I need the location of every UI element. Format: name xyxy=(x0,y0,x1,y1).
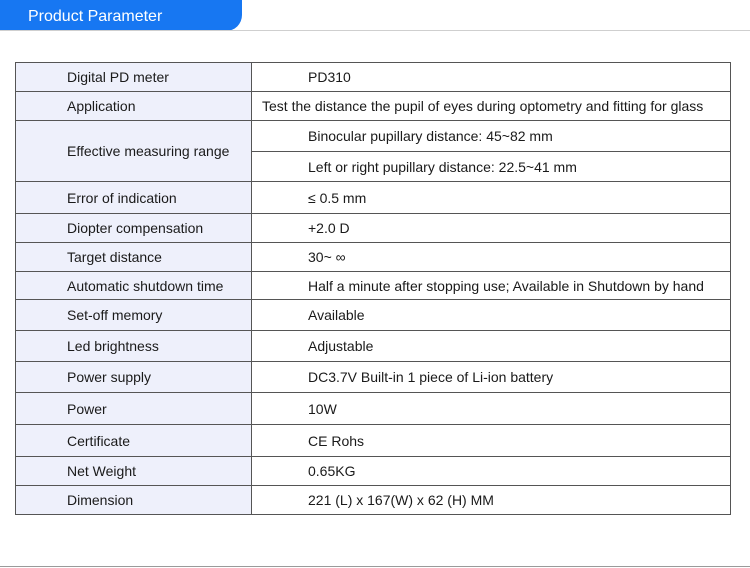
row-value: Binocular pupillary distance: 45~82 mm xyxy=(252,121,731,152)
row-label: Effective measuring range xyxy=(16,121,252,182)
row-value: DC3.7V Built-in 1 piece of Li-ion battery xyxy=(252,362,731,393)
row-value: Adjustable xyxy=(252,331,731,362)
row-label: Set-off memory xyxy=(16,300,252,331)
table-row xyxy=(16,331,731,362)
row-label: Target distance xyxy=(16,243,252,272)
table-row xyxy=(16,214,731,243)
row-label: Diopter compensation xyxy=(16,214,252,243)
row-value: PD310 xyxy=(252,63,731,92)
row-label: Application xyxy=(16,92,252,121)
table-row xyxy=(16,121,731,152)
section-title: Product Parameter xyxy=(0,0,242,31)
table-row xyxy=(16,457,731,486)
table-row xyxy=(16,272,731,300)
row-value: 10W xyxy=(252,393,731,425)
row-label: Error of indication xyxy=(16,182,252,214)
spec-table xyxy=(15,62,731,515)
row-label: Led brightness xyxy=(16,331,252,362)
row-label: Net Weight xyxy=(16,457,252,486)
row-value: ≤ 0.5 mm xyxy=(252,182,731,214)
table-row xyxy=(16,243,731,272)
row-value: 30~ ∞ xyxy=(252,243,731,272)
row-label: Certificate xyxy=(16,425,252,457)
table-row xyxy=(16,486,731,515)
table-row xyxy=(16,393,731,425)
row-value: 0.65KG xyxy=(252,457,731,486)
row-label: Automatic shutdown time xyxy=(16,272,252,300)
row-label: Dimension xyxy=(16,486,252,515)
row-value: Test the distance the pupil of eyes during optometry and fitting for glass xyxy=(252,92,731,121)
row-value: 221 (L) x 167(W) x 62 (H) MM xyxy=(252,486,731,515)
row-label: Power supply xyxy=(16,362,252,393)
table-row xyxy=(16,92,731,121)
header-divider xyxy=(0,30,750,31)
table-row xyxy=(16,300,731,331)
row-value: Left or right pupillary distance: 22.5~41 mm xyxy=(252,152,731,182)
row-value: CE Rohs xyxy=(252,425,731,457)
table-row xyxy=(16,425,731,457)
row-value: Half a minute after stopping use; Available in Shutdown by hand xyxy=(252,272,731,300)
row-value: +2.0 D xyxy=(252,214,731,243)
row-label: Power xyxy=(16,393,252,425)
footer-divider xyxy=(0,566,750,567)
table-row xyxy=(16,63,731,92)
row-value: Available xyxy=(252,300,731,331)
table-row xyxy=(16,362,731,393)
row-label: Digital PD meter xyxy=(16,63,252,92)
table-row xyxy=(16,182,731,214)
